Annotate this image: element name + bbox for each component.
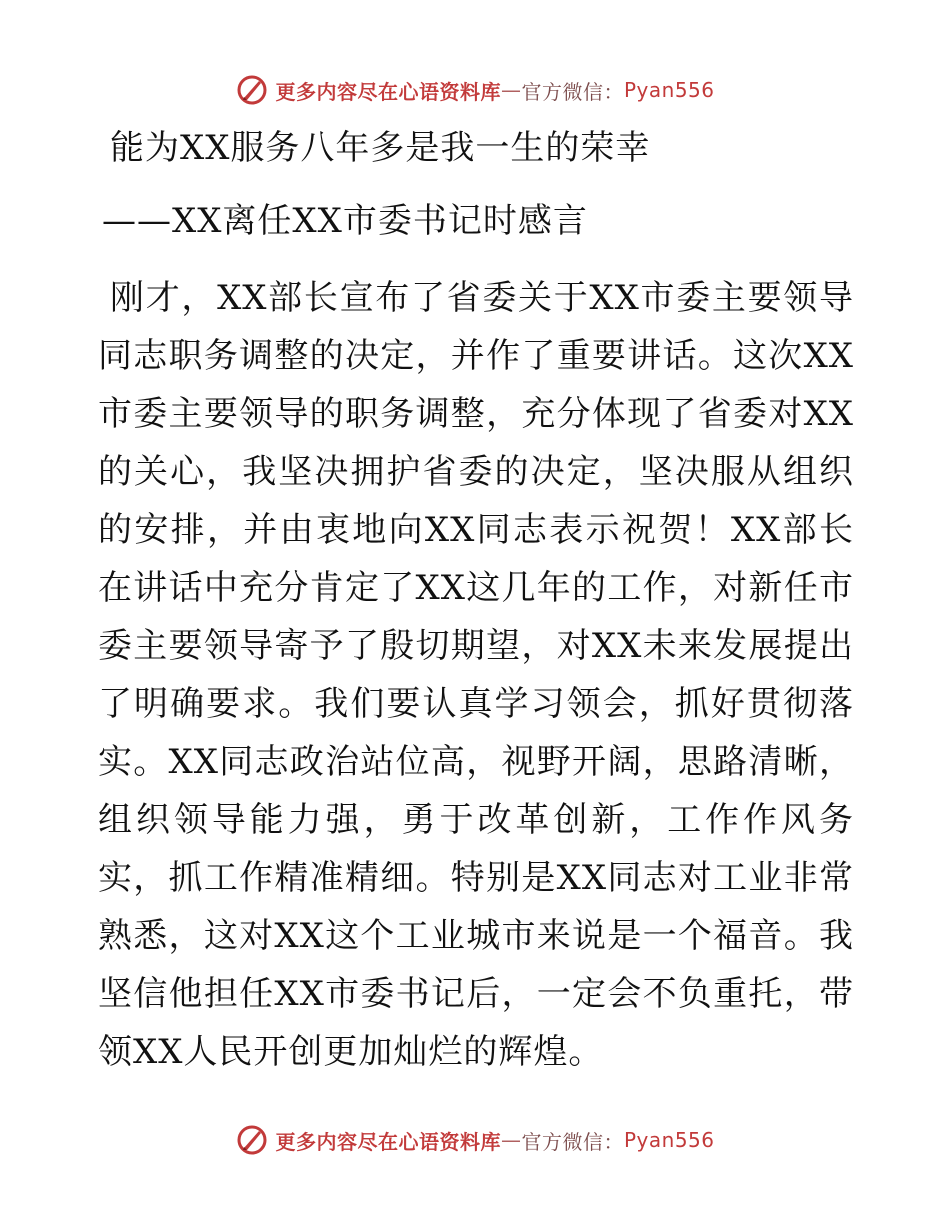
watermark-text — [275, 76, 714, 105]
watermark-account: Pyan556 — [623, 1128, 715, 1152]
document-title: 能为XX服务八年多是我一生的荣幸 — [110, 128, 651, 168]
document-body — [98, 122, 858, 1081]
watermark-brand: 更多内容尽在心语资料库 — [275, 1129, 501, 1154]
watermark-account: Pyan556 — [623, 78, 715, 102]
document-subtitle: ——XX离任XX市委书记时感言 — [102, 201, 588, 241]
document-paragraph: 刚才，XX部长宣布了省委关于XX市委主要领导同志职务调整的决定，并作了重要讲话。这次XX市委主要领导的职务调整，充分体现了省委对XX的关心，我坚决拥护省委的决定，坚决服从组织的安排，并由衷地向XX同志表示祝贺！XX部长在讲话中充分肯定了XX这几年的工作，对新任市委主要领导寄予了殷切期望，对XX未来发展提出了明确要求。我们要认真学习领会，抓好贯彻落实。XX同志政治站位高，视野开阔，思路清晰，组织领导能力强，勇于改革创新，工作作风务实，抓工作精准精细。特别是XX同志对工业非常熟悉，这对XX这个工业城市来说是一个福音。我坚信他担任XX市委书记后，一定会不负重托，带领XX人民开创更加灿烂的辉煌。 — [98, 278, 854, 1072]
footer-watermark — [0, 1120, 950, 1160]
watermark-brand: 更多内容尽在心语资料库 — [275, 79, 501, 104]
header-watermark — [0, 70, 950, 110]
watermark-label: 官方微信： — [521, 79, 624, 104]
watermark-label: 官方微信： — [521, 1129, 624, 1154]
watermark-text — [275, 1126, 714, 1155]
watermark-dash: — — [500, 78, 522, 102]
watermark-dash: — — [500, 1128, 522, 1152]
quill-logo-icon — [235, 73, 269, 107]
quill-logo-icon — [235, 1123, 269, 1157]
